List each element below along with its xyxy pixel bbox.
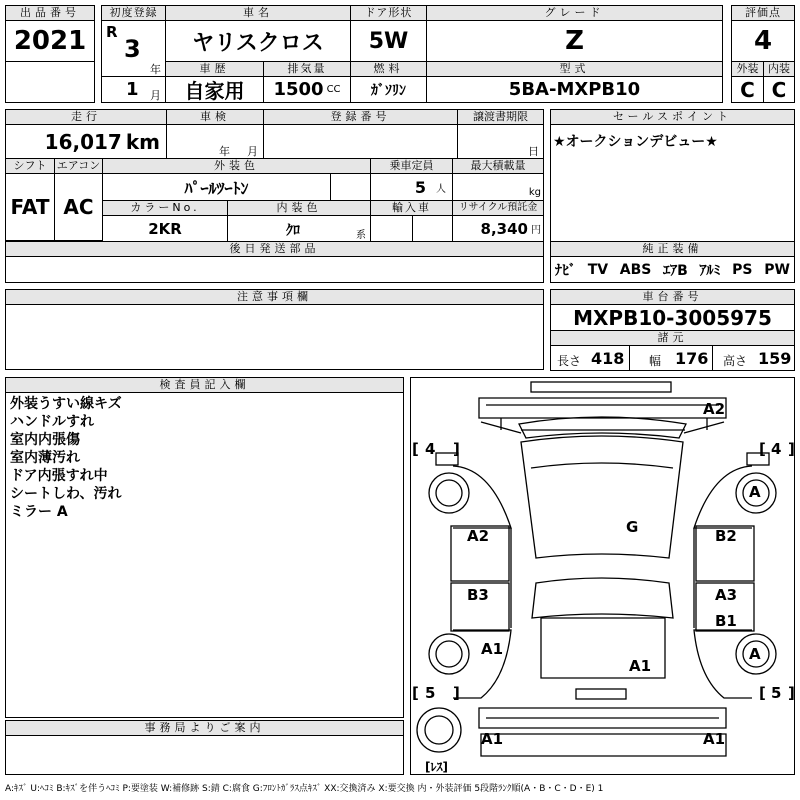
chassis-header: 車台番号	[550, 289, 795, 305]
tire-bracket-left: [	[759, 684, 766, 702]
exterior-color-value: ﾊﾟｰﾙﾂｰﾄﾝ	[102, 173, 331, 201]
model-header: 型式	[426, 61, 723, 77]
equipment-item: PW	[764, 261, 790, 278]
spare-tire-label: [ﾚｽ]	[425, 760, 448, 774]
tire-bracket-right: ]	[453, 440, 460, 458]
height-label: 高さ	[723, 354, 748, 368]
car-outline-diagram	[411, 378, 794, 774]
note-line: 室内内張傷	[10, 432, 80, 448]
capacity-unit: 人	[436, 183, 446, 195]
damage-right-rear-door-a: A3	[715, 586, 738, 604]
height-value: 159	[758, 349, 792, 368]
max-load-value	[452, 173, 544, 201]
transfer-day-unit: 日	[528, 145, 539, 158]
inspector-notes	[5, 392, 404, 718]
car-name: ヤリスクロス	[165, 20, 351, 62]
specs-divider	[712, 346, 713, 370]
car-name-header: 車名	[165, 5, 351, 21]
damage-rear-bumper-left: A1	[481, 730, 504, 748]
month-unit: 月	[150, 89, 161, 102]
capacity-value	[370, 173, 453, 201]
note-line: シートしわ、汚れ	[10, 486, 122, 502]
shift-value: FAT	[5, 173, 55, 241]
later-parts-value	[5, 256, 544, 283]
exterior-color-header: 外装色	[102, 158, 371, 174]
note-line: ハンドルすれ	[10, 414, 94, 430]
recycle-number: 8,340	[480, 219, 528, 238]
score-header: 評価点	[731, 5, 795, 21]
recycle-value	[452, 215, 544, 242]
note-line: ドア内張すれ中	[10, 468, 108, 484]
equipment-item: ABS	[619, 261, 652, 278]
first-registration-month	[101, 76, 166, 103]
tire-bracket-left: [	[412, 684, 419, 702]
fuel-header: 燃料	[350, 61, 427, 77]
transfer-header: 譲渡書期限	[457, 109, 544, 125]
mileage-unit: km	[125, 129, 160, 154]
first-registration-year	[101, 20, 166, 77]
later-parts-header: 後日発送部品	[5, 241, 544, 257]
auction-number-blank	[5, 61, 95, 103]
grade-header: グレード	[426, 5, 723, 21]
office-header: 事務局よりご案内	[5, 720, 404, 736]
color-no-value: 2KR	[102, 215, 228, 242]
note-line: ミラー A	[10, 504, 68, 520]
import-value-2	[412, 215, 453, 242]
inspector-header: 検査員記入欄	[5, 377, 404, 393]
recycle-unit: 円	[531, 225, 541, 236]
exterior-grade-header: 外装	[731, 61, 764, 77]
recycle-header: リサイクル預託金	[452, 200, 544, 216]
era: R	[106, 23, 118, 41]
model-value: 5BA-MXPB10	[426, 76, 723, 103]
exterior-grade: C	[731, 76, 764, 103]
damage-front-bumper: A2	[703, 400, 726, 418]
equipment-item: ｴｱB	[663, 262, 688, 279]
mileage-value	[5, 124, 167, 159]
specs-divider	[629, 346, 630, 370]
history-value: 自家用	[165, 76, 264, 103]
equipment-item: ﾅﾋﾞ	[555, 262, 576, 279]
tire-bracket-right: ]	[788, 684, 795, 702]
aircon-header: エアコン	[54, 158, 103, 174]
damage-trunk: A1	[629, 657, 652, 675]
caution-value	[5, 304, 544, 370]
color-no-header: カラーNo.	[102, 200, 228, 216]
interior-color-unit: 系	[356, 230, 366, 241]
interior-grade: C	[763, 76, 795, 103]
damage-roof: G	[626, 518, 639, 536]
reg-year: 3	[124, 35, 141, 63]
office-value	[5, 735, 404, 775]
damage-front-right-wheel: A	[749, 483, 761, 501]
history-header: 車歴	[165, 61, 264, 77]
displacement-number: 1500	[273, 79, 324, 100]
equipment-item: ｱﾙﾐ	[699, 262, 721, 279]
tire-front-right: 4	[771, 440, 782, 458]
registration-value	[263, 124, 458, 159]
exterior-color-blank	[330, 173, 371, 201]
length-label: 長さ	[557, 354, 582, 368]
damage-right-rear-door-b: B1	[715, 612, 737, 630]
registration-header: 登録番号	[263, 109, 458, 125]
displacement-value	[263, 76, 351, 103]
interior-color-header: 内装色	[227, 200, 371, 216]
note-line: 室内薄汚れ	[10, 450, 80, 466]
interior-grade-header: 内装	[763, 61, 795, 77]
import-header: 輸入車	[370, 200, 453, 216]
tire-rear-right: 5	[771, 684, 782, 702]
interior-color-value	[227, 215, 371, 242]
year-unit: 年	[150, 63, 161, 76]
chassis-value: MXPB10-3005975	[550, 304, 795, 331]
tire-front-left: 4	[425, 440, 436, 458]
displacement-unit: CC	[326, 84, 341, 95]
tire-bracket-right: ]	[453, 684, 460, 702]
interior-color-text: ｸﾛ	[286, 223, 300, 239]
equipment-item: TV	[587, 261, 609, 278]
width-label: 幅	[649, 354, 662, 368]
max-load-header: 最大積載量	[452, 158, 544, 174]
capacity-header: 乗車定員	[370, 158, 453, 174]
damage-left-rear-door: B3	[467, 586, 489, 604]
length-value: 418	[591, 349, 625, 368]
shift-header: シフト	[5, 158, 55, 174]
auction-number-header: 出品番号	[5, 5, 95, 21]
aircon-value: AC	[54, 173, 103, 241]
equipment-header: 純正装備	[550, 241, 795, 257]
door-type: 5W	[350, 20, 427, 62]
vehicle-diagram	[410, 377, 795, 775]
sales-point-header: セールスポイント	[550, 109, 795, 125]
damage-left-front-door: A2	[467, 527, 490, 545]
width-value: 176	[675, 349, 709, 368]
specs-row	[550, 345, 795, 371]
reg-month: 1	[126, 79, 139, 100]
equipment-list	[550, 256, 795, 283]
auction-number: 2021	[5, 20, 95, 62]
damage-rear-bumper-right: A1	[703, 730, 726, 748]
displacement-header: 排気量	[263, 61, 351, 77]
door-header: ドア形状	[350, 5, 427, 21]
tire-bracket-left: [	[412, 440, 419, 458]
inspection-month-unit: 月	[247, 145, 258, 158]
mileage-header: 走行	[5, 109, 167, 125]
damage-left-rear-fender: A1	[481, 640, 504, 658]
transfer-value	[457, 124, 544, 159]
tire-bracket-right: ]	[788, 440, 795, 458]
damage-rear-right-wheel: A	[749, 645, 761, 663]
capacity-number: 5	[414, 177, 426, 197]
inspection-year-unit: 年	[219, 145, 230, 158]
equipment-item: PS	[732, 261, 753, 278]
legend-text: A:ｷｽﾞ U:ﾍｺﾐ B:ｷｽﾞを伴うﾍｺﾐ P:要塗装 W:補修跡 S:錆 C:腐食 G:ﾌﾛﾝﾄｶﾞﾗｽ点ｷｽﾞ XX:交換済み X:要交換 内・外装評価 5段階ﾗﾝｸ順(A・B・C・D・E) 1	[5, 784, 604, 794]
max-load-unit: kg	[528, 187, 541, 198]
score-value: 4	[731, 20, 795, 62]
mileage-number: 16,017	[44, 129, 122, 154]
sales-point-box	[550, 124, 795, 242]
inspection-value	[166, 124, 264, 159]
first-registration-header: 初度登録	[101, 5, 166, 21]
note-line: 外装うすい線キズ	[10, 396, 122, 412]
caution-header: 注意事項欄	[5, 289, 544, 305]
sales-point-text: ★オークションデビュー★	[553, 134, 718, 150]
import-value	[370, 215, 413, 242]
inspection-header: 車検	[166, 109, 264, 125]
damage-right-front-door: B2	[715, 527, 737, 545]
specs-header: 諸元	[550, 330, 795, 346]
tire-rear-left: 5	[425, 684, 436, 702]
grade-value: Z	[426, 20, 723, 62]
tire-bracket-left: [	[759, 440, 766, 458]
fuel-value: ｶﾞｿﾘﾝ	[350, 76, 427, 103]
